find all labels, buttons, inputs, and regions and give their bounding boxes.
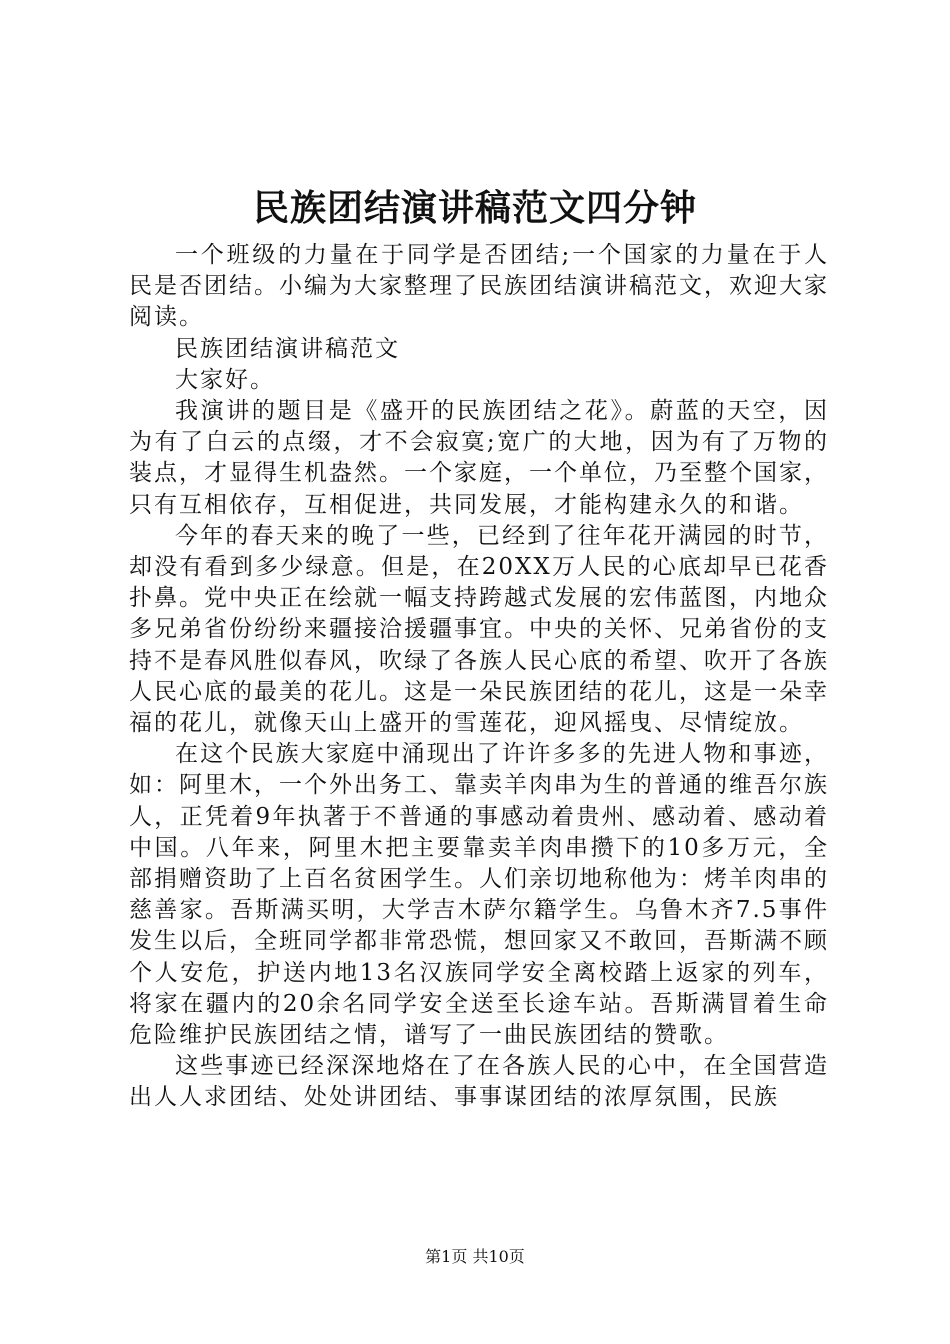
paragraph-examples: 在这个民族大家庭中涌现出了许许多多的先进人物和事迹，如：阿里木，一个外出务工、靠卖羊肉串为生的普通的维吾尔族人，正凭着9年执著于不普通的事感动着贵州、感动着、感动着中国。八年来，阿里木把主要靠卖羊肉串攒下的10多万元，全部捐赠资助了上百名贫困学生。人们亲切地称他为：烤羊肉串的慈善家。吾斯满买明，大学吉木萨尔籍学生。乌鲁木齐7.5事件发生以后，全班同学都非常恐慌，想回家又不敢回，吾斯满不顾个人安危，护送内地13名汉族同学安全离校踏上返家的列车，将家在疆内的20余名同学安全送至长途车站。吾斯满冒着生命危险维护民族团结之情，谱写了一曲民族团结的赞歌。 bbox=[129, 741, 829, 1049]
page-number-footer: 第1页 共10页 bbox=[425, 1247, 525, 1266]
paragraph-topic: 我演讲的题目是《盛开的民族团结之花》。蔚蓝的天空，因为有了白云的点缀，才不会寂寞;宽广的大地，因为有了万物的装点，才显得生机盎然。一个家庭，一个单位，乃至整个国家，只有互相依存，互相促进，共同发展，才能构建永久的和谐。 bbox=[129, 398, 829, 518]
paragraph-closing: 这些事迹已经深深地烙在了在各族人民的心中，在全国营造出人人求团结、处处讲团结、事事谋团结的浓厚氛围，民族 bbox=[129, 1053, 829, 1111]
paragraph-subtitle: 民族团结演讲稿范文 bbox=[175, 335, 400, 362]
document-title: 民族团结演讲稿范文四分钟 bbox=[252, 187, 697, 229]
paragraph-spring: 今年的春天来的晚了一些，已经到了往年花开满园的时节，却没有看到多少绿意。但是，在20XX万人民的心底却早已花香扑鼻。党中央正在绘就一幅支持跨越式发展的宏伟蓝图，内地众多兄弟省份纷纷来疆接洽援疆事宜。中央的关怀、兄弟省份的支持不是春风胜似春风，吹绿了各族人民心底的希望、吹开了各族人民心底的最美的花儿。这是一朵民族团结的花儿，这是一朵幸福的花儿，就像天山上盛开的雪莲花，迎风摇曳、尽情绽放。 bbox=[129, 522, 829, 737]
paragraph-intro: 一个班级的力量在于同学是否团结;一个国家的力量在于人民是否团结。小编为大家整理了民族团结演讲稿范文，欢迎大家阅读。 bbox=[129, 242, 829, 331]
paragraph-greeting: 大家好。 bbox=[175, 366, 275, 393]
document-body bbox=[129, 240, 829, 1114]
